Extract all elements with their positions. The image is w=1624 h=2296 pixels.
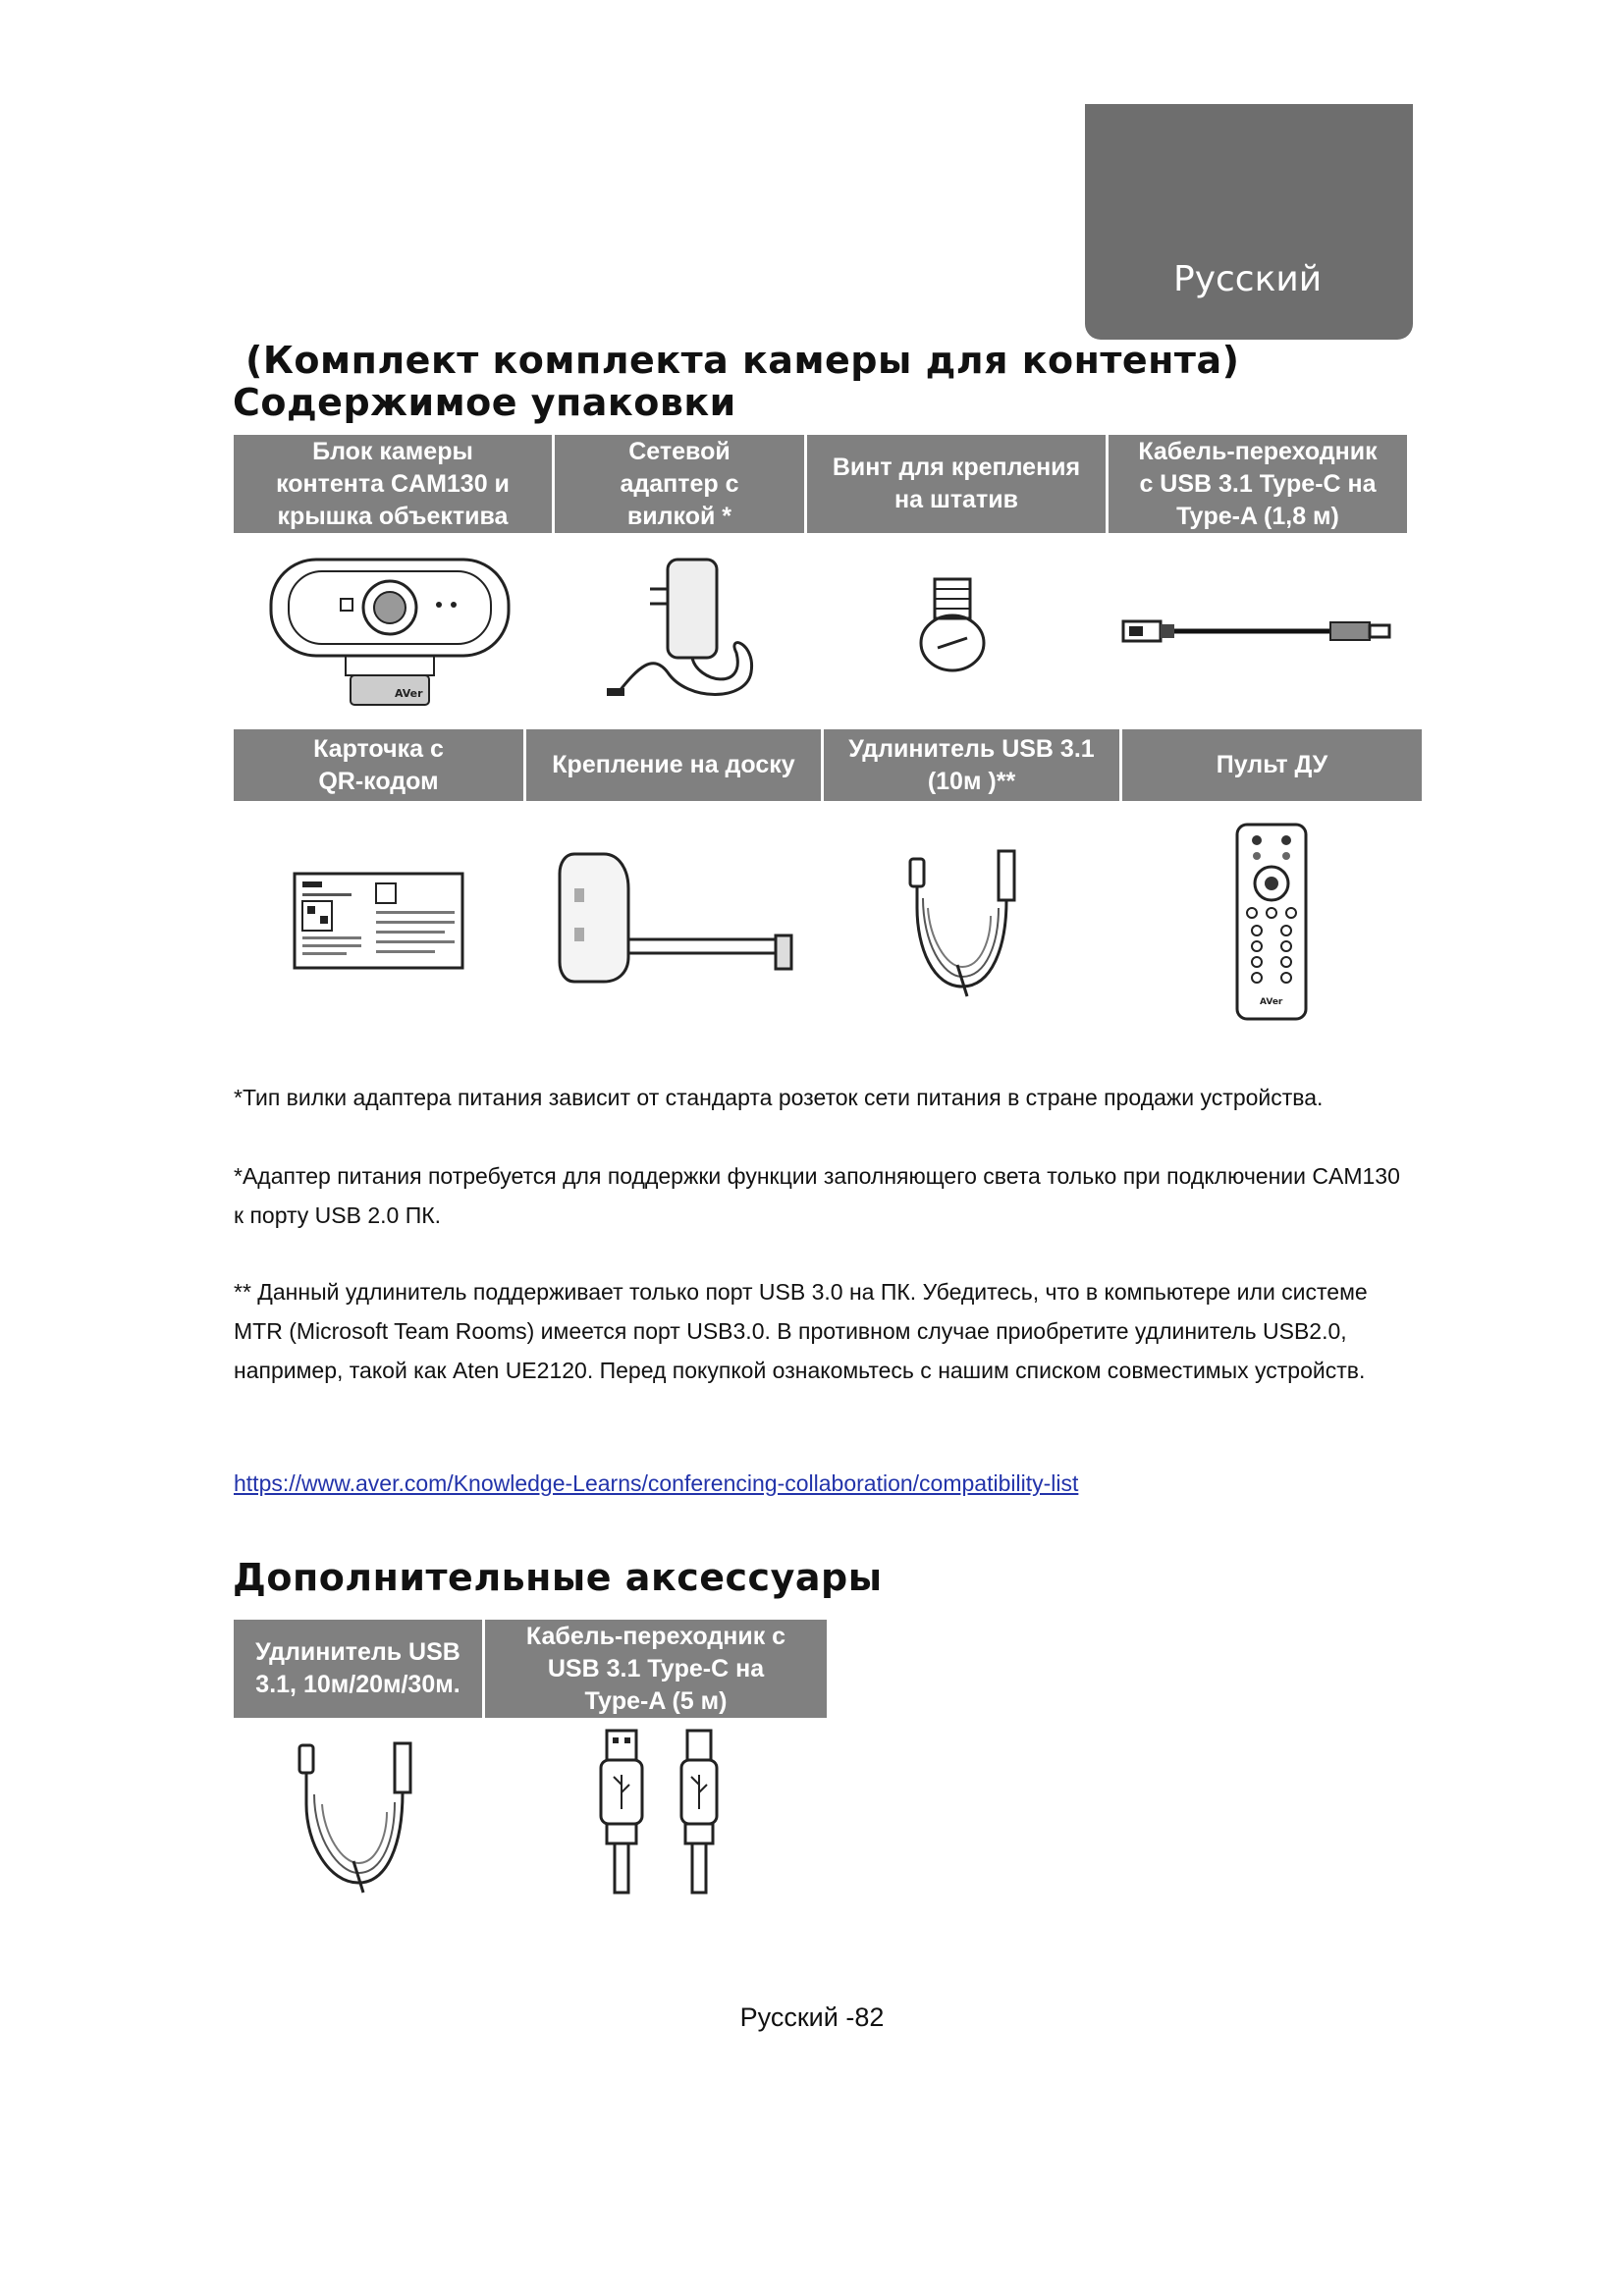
header-usb-extender-options: Удлинитель USB 3.1, 10м/20м/30м. xyxy=(234,1620,485,1718)
language-tab xyxy=(1085,104,1413,340)
compatibility-list-link[interactable]: https://www.aver.com/Knowledge-Learns/conferencing-collaboration/compatibility-list xyxy=(234,1470,1079,1496)
header-usb-cable: Кабель-переходник с USB 3.1 Type-C на Type-A (1,8 м) xyxy=(1109,435,1407,533)
section-heading-accessories: Дополнительные аксессуары xyxy=(233,1556,883,1599)
usb-extender-icon xyxy=(285,1735,432,1897)
power-adapter-icon xyxy=(589,555,771,707)
section-heading-contents: Содержимое упаковки xyxy=(233,381,736,424)
header-usb-cable-5m: Кабель-переходник с USB 3.1 Type-C на Type-A (5 м) xyxy=(485,1620,827,1718)
page-footer: Русский -82 xyxy=(739,2002,885,2032)
header-usb-extender: Удлинитель USB 3.1 (10м )** xyxy=(824,729,1122,801)
page-title: (Комплект комплекта камеры для контента) xyxy=(245,339,1240,382)
usb-connectors-icon xyxy=(589,1726,736,1897)
brand-logo: AVer xyxy=(395,687,423,700)
note-plug-type: *Тип вилки адаптера питания зависит от стандарта розеток сети питания в стране продажи устройства. xyxy=(234,1085,1324,1110)
brand-logo: AVer xyxy=(1260,997,1283,1007)
camera-icon xyxy=(267,550,513,707)
usb-extender-icon xyxy=(889,839,1036,1001)
usb-cable-icon xyxy=(1119,607,1394,656)
header-camera-unit: Блок камеры контента CAM130 и крышка объектива xyxy=(234,435,555,533)
remote-control-icon xyxy=(1232,823,1311,1024)
package-header-row-2 xyxy=(234,729,1422,801)
header-whiteboard-mount: Крепление на доску xyxy=(526,729,824,801)
tripod-screw-icon xyxy=(913,574,992,677)
header-qr-card: Карточка с QR-кодом xyxy=(234,729,526,801)
note-power-adapter: *Адаптер питания потребуется для поддержки функции заполняющего света только при подключении CAM130 к порту USB 2.0 ПК. xyxy=(234,1163,1400,1228)
language-tab-label: Русский xyxy=(1173,259,1323,299)
header-remote-control: Пульт ДУ xyxy=(1122,729,1422,801)
whiteboard-mount-icon xyxy=(555,849,800,987)
header-power-adapter: Сетевой адаптер с вилкой * xyxy=(555,435,807,533)
package-header-row-1 xyxy=(234,435,1407,533)
qr-card-icon xyxy=(293,872,464,970)
header-tripod-screw: Винт для крепления на штатив xyxy=(807,435,1109,533)
accessories-header-row xyxy=(234,1620,827,1718)
note-usb-extender: ** Данный удлинитель поддерживает только порт USB 3.0 на ПК. Убедитесь, что в компьютере или системе MTR (Microsoft Team Rooms) имеется порт USB3.0. В противном случае приобретите удлинитель USB2.0, например, такой как Aten UE2120. Перед покупкой ознакомьтесь с нашим списком совместимых устройств. xyxy=(234,1279,1368,1383)
